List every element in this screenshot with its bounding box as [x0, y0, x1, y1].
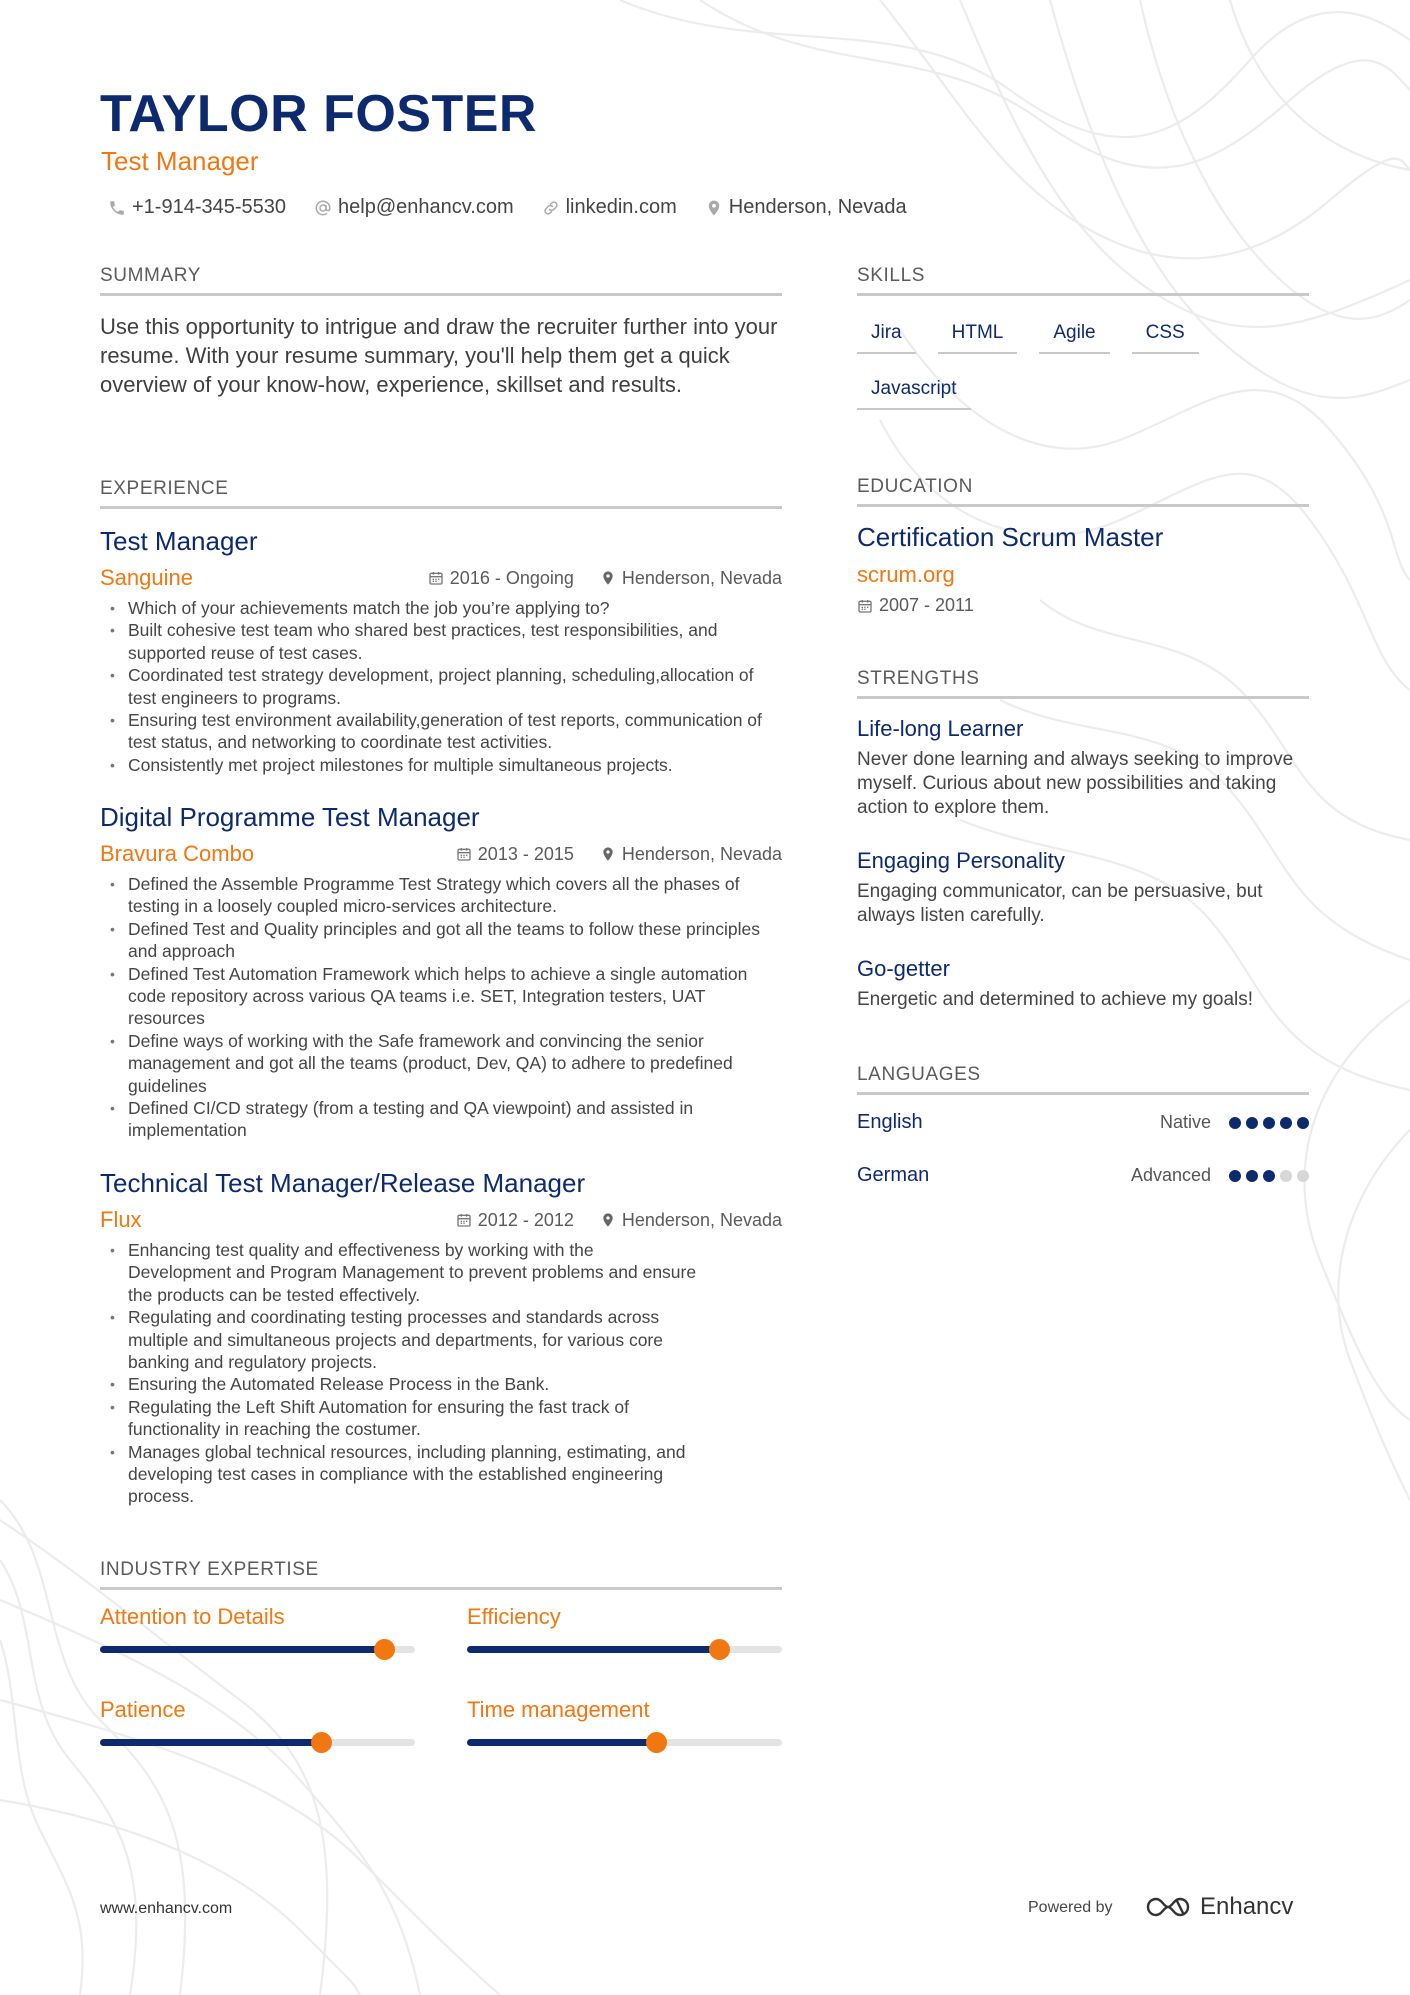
- skill-tag: Jira: [857, 318, 916, 354]
- skill-tag: Agile: [1039, 318, 1109, 354]
- calendar-icon: [857, 598, 873, 614]
- contact-linkedin[interactable]: [542, 196, 677, 219]
- job-bullet: • Enhancing test quality and effectiveness by working with the Development and Program Management to prevent problems and ensure the products can be tested effectively.: [100, 1239, 700, 1306]
- enhancv-brand[interactable]: [1146, 1893, 1293, 1921]
- language-rating: [1229, 1117, 1309, 1129]
- link-icon: [542, 199, 560, 217]
- rating-dot-filled: [1280, 1117, 1292, 1129]
- expertise-track: [100, 1739, 415, 1746]
- expertise-item: [467, 1604, 782, 1653]
- contact-bar: [108, 196, 907, 219]
- job-dates: 2016 - Ongoing: [449, 567, 574, 588]
- job-bullet: • Regulating and coordinating testing processes and standards across multiple and simultaneous projects and departments, for various core banking and regulatory projects.: [100, 1306, 700, 1373]
- enhancv-brand-text: Enhancv: [1200, 1893, 1294, 1920]
- skills-heading: SKILLS: [857, 265, 1309, 296]
- strengths-heading: STRENGTHS: [857, 668, 1309, 699]
- rating-dot-filled: [1246, 1117, 1258, 1129]
- expertise-label: Time management: [467, 1697, 650, 1722]
- rating-dot-filled: [1263, 1117, 1275, 1129]
- location-pin-icon: [600, 570, 616, 586]
- expertise-fill: [467, 1739, 656, 1746]
- job-bullet: • Ensuring test environment availability,generation of test reports, communication of test status, and networking to coordinate test activities.: [100, 709, 782, 754]
- job-bullet: • Define ways of working with the Safe framework and convincing the senior management and got all the teams (product, Dev, QA) to adhere to predefined guidelines: [100, 1030, 782, 1097]
- language-name: English: [857, 1111, 923, 1133]
- strength-description: Never done learning and always seeking to improve myself. Curious about new possibilities and taking action to explore them.: [857, 749, 1294, 818]
- job-entry: [100, 526, 782, 776]
- summary-text: Use this opportunity to intrigue and draw the recruiter further into your resume. With your resume summary, you'll help them get a quick overview of your know-how, experience, skillset and results.: [100, 314, 778, 397]
- rating-dot-filled: [1297, 1117, 1309, 1129]
- expertise-knob: [374, 1639, 395, 1660]
- job-bullet: • Manages global technical resources, including planning, estimating, and developing test cases in compliance with the established engineering process.: [100, 1441, 700, 1508]
- contact-phone[interactable]: [108, 196, 286, 219]
- rating-dot-filled: [1263, 1170, 1275, 1182]
- expertise-item: [467, 1697, 782, 1746]
- location-pin-icon: [600, 1212, 616, 1228]
- contact-email-text: help@enhancv.com: [338, 196, 514, 218]
- language-row: [857, 1111, 1309, 1134]
- job-location: Henderson, Nevada: [621, 567, 782, 588]
- expertise-item: [100, 1697, 415, 1746]
- footer-website-link[interactable]: www.enhancv.com: [100, 1900, 233, 1917]
- language-level: Advanced: [1130, 1165, 1211, 1185]
- calendar-icon: [456, 1212, 472, 1228]
- strength-title: Life-long Learner: [857, 716, 1024, 741]
- phone-icon: [108, 199, 126, 217]
- language-rating: [1229, 1170, 1309, 1182]
- candidate-name: TAYLOR FOSTER: [100, 85, 537, 143]
- contact-phone-text: +1-914-345-5530: [132, 196, 287, 218]
- job-bullet: • Coordinated test strategy development, project planning, scheduling,allocation of test engineers to programs.: [100, 664, 782, 709]
- expertise-label: Efficiency: [467, 1604, 561, 1629]
- expertise-knob: [646, 1732, 667, 1753]
- job-entry: [100, 1168, 782, 1508]
- experience-heading: EXPERIENCE: [100, 478, 782, 509]
- strength-item: [857, 848, 1317, 928]
- language-row: [857, 1164, 1309, 1187]
- skill-tag: HTML: [938, 318, 1018, 354]
- education-degree: Certification Scrum Master: [857, 522, 1164, 552]
- job-bullets: [100, 597, 782, 776]
- calendar-icon: [428, 570, 444, 586]
- strength-description: Energetic and determined to achieve my goals!: [857, 989, 1254, 1010]
- expertise-heading: INDUSTRY EXPERTISE: [100, 1559, 782, 1590]
- strength-item: [857, 716, 1317, 820]
- job-bullet: • Defined Test and Quality principles and got all the teams to follow these principles and approach: [100, 918, 782, 963]
- expertise-track: [467, 1739, 782, 1746]
- expertise-label: Patience: [100, 1697, 186, 1722]
- expertise-fill: [100, 1739, 321, 1746]
- rating-dot-filled: [1246, 1170, 1258, 1182]
- candidate-title: Test Manager: [101, 146, 259, 176]
- job-bullet: • Defined CI/CD strategy (from a testing and QA viewpoint) and assisted in implementation: [100, 1097, 782, 1142]
- location-pin-icon: [600, 846, 616, 862]
- skill-tag: Javascript: [857, 374, 971, 410]
- job-location: Henderson, Nevada: [621, 1209, 782, 1230]
- job-title: Test Manager: [100, 526, 258, 556]
- strength-title: Go-getter: [857, 956, 950, 981]
- job-bullet: • Defined the Assemble Programme Test Strategy which covers all the phases of testing in a loosely coupled micro-services architecture.: [100, 873, 782, 918]
- job-dates: 2012 - 2012: [477, 1209, 574, 1230]
- expertise-fill: [100, 1646, 384, 1653]
- job-bullet: • Defined Test Automation Framework which helps to achieve a single automation code repository across various QA teams i.e. SET, Integration testers, UAT resources: [100, 963, 782, 1030]
- education-dates-row: [857, 595, 974, 616]
- skills-list: [857, 318, 1307, 410]
- education-heading: EDUCATION: [857, 476, 1309, 507]
- rating-dot-empty: [1297, 1170, 1309, 1182]
- contact-email[interactable]: [314, 196, 514, 219]
- education-dates: 2007 - 2011: [879, 595, 974, 615]
- expertise-item: [100, 1604, 415, 1653]
- expertise-knob: [709, 1639, 730, 1660]
- job-bullet: • Which of your achievements match the job you’re applying to?: [100, 597, 782, 619]
- expertise-knob: [311, 1732, 332, 1753]
- rating-dot-filled: [1229, 1117, 1241, 1129]
- expertise-fill: [467, 1646, 719, 1653]
- job-bullets: [100, 873, 782, 1142]
- enhancv-logo-icon: [1146, 1895, 1192, 1919]
- skill-tag: CSS: [1132, 318, 1199, 354]
- contact-location-text: Henderson, Nevada: [728, 196, 907, 218]
- footer-powered-by: Powered by: [1028, 1899, 1113, 1916]
- contact-linkedin-text: linkedin.com: [565, 196, 677, 218]
- summary-heading: SUMMARY: [100, 265, 782, 296]
- job-bullet: • Ensuring the Automated Release Process in the Bank.: [100, 1373, 700, 1395]
- rating-dot-filled: [1229, 1170, 1241, 1182]
- job-bullet: • Consistently met project milestones for multiple simultaneous projects.: [100, 754, 782, 776]
- calendar-icon: [456, 846, 472, 862]
- languages-heading: LANGUAGES: [857, 1064, 1309, 1095]
- contact-location: [705, 196, 907, 219]
- job-company: Sanguine: [100, 565, 193, 590]
- language-level: Native: [1159, 1112, 1211, 1132]
- expertise-label: Attention to Details: [100, 1604, 285, 1629]
- job-bullet: • Regulating the Left Shift Automation for ensuring the fast track of functionality in reaching the costumer.: [100, 1396, 700, 1441]
- job-location: Henderson, Nevada: [621, 843, 782, 864]
- job-company: Bravura Combo: [100, 841, 255, 866]
- strength-description: Engaging communicator, can be persuasive, but always listen carefully.: [857, 881, 1263, 926]
- strength-title: Engaging Personality: [857, 848, 1065, 873]
- rating-dot-empty: [1280, 1170, 1292, 1182]
- expertise-track: [100, 1646, 415, 1653]
- education-school: scrum.org: [857, 562, 955, 587]
- expertise-track: [467, 1646, 782, 1653]
- job-bullet: • Built cohesive test team who shared best practices, test responsibilities, and supported reuse of test cases.: [100, 619, 782, 664]
- job-title: Technical Test Manager/Release Manager: [100, 1168, 586, 1198]
- at-icon: [314, 199, 332, 217]
- job-bullets: [100, 1239, 700, 1508]
- location-pin-icon: [705, 199, 723, 217]
- job-company: Flux: [100, 1207, 142, 1232]
- job-dates: 2013 - 2015: [477, 843, 574, 864]
- job-entry: [100, 802, 782, 1142]
- job-title: Digital Programme Test Manager: [100, 802, 480, 832]
- language-name: German: [857, 1164, 930, 1186]
- strength-item: [857, 956, 1317, 1012]
